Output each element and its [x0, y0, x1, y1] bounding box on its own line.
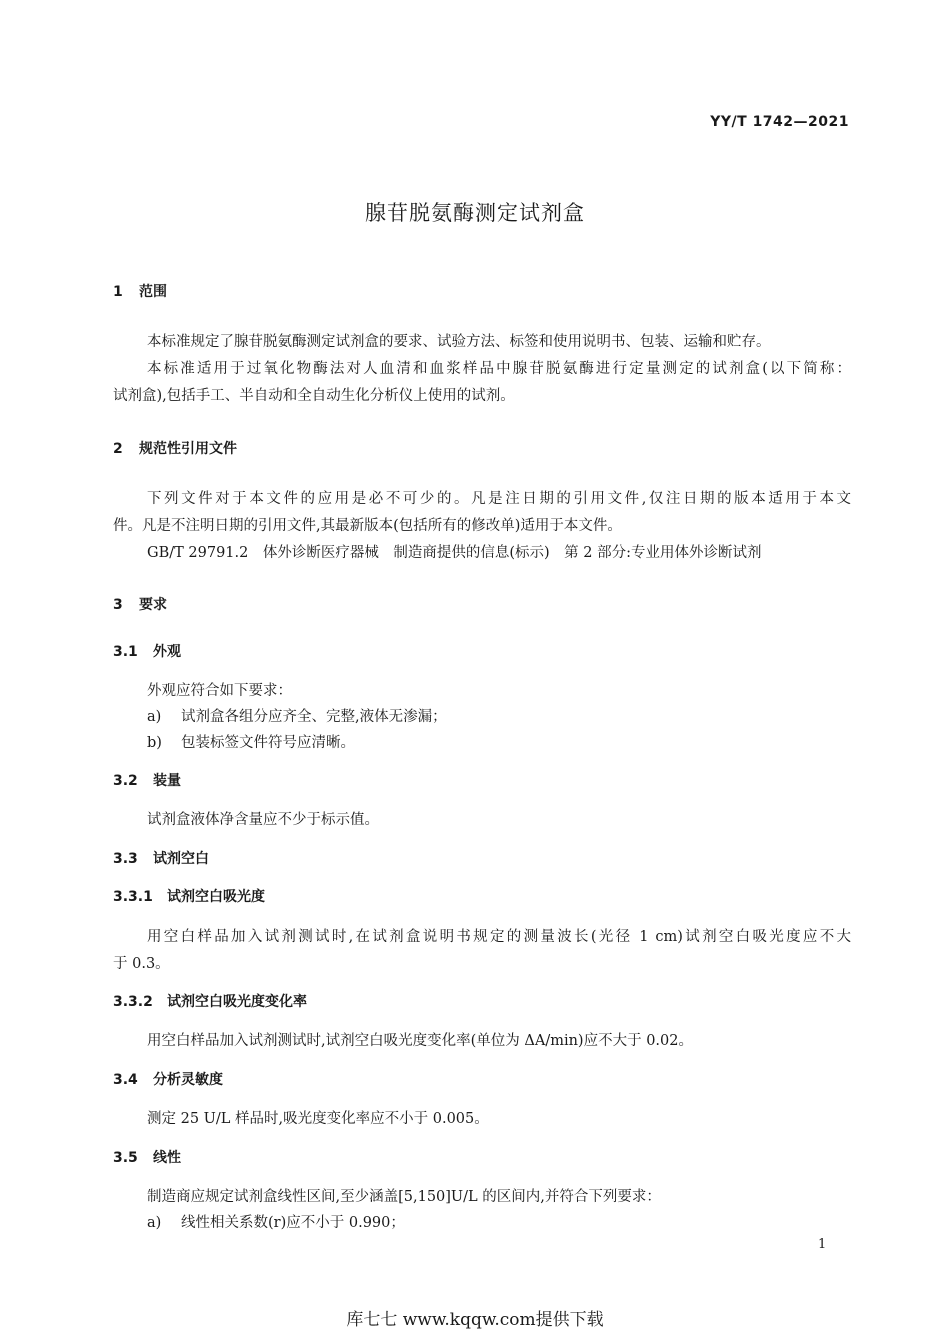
section-3-3-heading [113, 848, 209, 868]
section-3-3-1-heading [113, 886, 265, 906]
paragraph: 本标准规定了腺苷脱氨酶测定试剂盒的要求、试验方法、标签和使用说明书、包装、运输和贮存。 [147, 334, 771, 350]
section-title: 试剂空白 [153, 851, 209, 867]
list-marker: b) [147, 735, 162, 751]
section-number: 3.4 [113, 1072, 138, 1088]
section-title: 装量 [153, 773, 181, 789]
paragraph-line: 件。凡是不注明日期的引用文件,其最新版本(包括所有的修改单)适用于本文件。 [113, 518, 622, 534]
section-2-heading [113, 438, 237, 458]
list-marker: a) [147, 1215, 162, 1231]
list-marker: a) [147, 709, 162, 725]
list-item [147, 705, 887, 726]
section-title: 范围 [139, 284, 167, 300]
paragraph-line: 本标准适用于过氧化物酶法对人血清和血浆样品中腺苷脱氨酶进行定量测定的试剂盒(以下简称： [147, 361, 851, 377]
section-title: 规范性引用文件 [139, 441, 237, 457]
section-number: 3.5 [113, 1150, 138, 1166]
section-1-heading [113, 281, 167, 301]
paragraph: 测定 25 U/L 样品时,吸光度变化率应不小于 0.005。 [147, 1111, 489, 1127]
section-number: 3.3.2 [113, 994, 153, 1010]
paragraph-line: 用空白样品加入试剂测试时,在试剂盒说明书规定的测量波长(光径 1 cm)试剂空白吸光度应不大 [147, 929, 851, 945]
list-item-text: 线性相关系数(r)应不小于 0.990； [181, 1215, 405, 1231]
normative-reference: GB/T 29791.2 体外诊断医疗器械 制造商提供的信息(标示) 第 2 部分:专业用体外诊断试剂 [147, 545, 762, 561]
paragraph: 外观应符合如下要求： [147, 683, 292, 699]
section-number: 3.3 [113, 851, 138, 867]
section-number: 1 [113, 284, 123, 300]
section-title: 要求 [139, 597, 167, 613]
page-number: 1 [818, 1237, 827, 1252]
section-number: 2 [113, 441, 123, 457]
paragraph-line: 试剂盒),包括手工、半自动和全自动生化分析仪上使用的试剂。 [113, 388, 515, 404]
list-item [147, 731, 887, 752]
section-number: 3.1 [113, 644, 138, 660]
paragraph: 试剂盒液体净含量应不少于标示值。 [147, 812, 379, 828]
list-item-text: 包装标签文件符号应清晰。 [181, 735, 355, 751]
section-number: 3 [113, 597, 123, 613]
paragraph-line: 下列文件对于本文件的应用是必不可少的。凡是注日期的引用文件,仅注日期的版本适用于本文 [147, 491, 851, 507]
section-3-2-heading [113, 770, 181, 790]
section-title: 外观 [153, 644, 181, 660]
paragraph: 用空白样品加入试剂测试时,试剂空白吸光度变化率(单位为 ΔA/min)应不大于 0.02。 [147, 1033, 693, 1049]
section-title: 试剂空白吸光度变化率 [167, 994, 307, 1010]
list-item [147, 1211, 887, 1232]
section-3-4-heading [113, 1069, 223, 1089]
section-3-5-heading [113, 1147, 181, 1167]
section-number: 3.3.1 [113, 889, 153, 905]
document-title: 腺苷脱氨酶测定试剂盒 [365, 201, 585, 225]
section-3-1-heading [113, 641, 181, 661]
section-number: 3.2 [113, 773, 138, 789]
section-title: 分析灵敏度 [153, 1072, 223, 1088]
paragraph-line: 于 0.3。 [113, 956, 170, 972]
download-footer: 库七七 www.kqqw.com提供下载 [346, 1310, 604, 1330]
section-3-3-2-heading [113, 991, 307, 1011]
section-title: 试剂空白吸光度 [167, 889, 265, 905]
section-3-heading [113, 594, 167, 614]
list-item-text: 试剂盒各组分应齐全、完整,液体无渗漏； [181, 709, 447, 725]
standard-code: YY/T 1742—2021 [710, 114, 849, 130]
paragraph: 制造商应规定试剂盒线性区间,至少涵盖[5,150]U/L 的区间内,并符合下列要求： [147, 1189, 661, 1205]
section-title: 线性 [153, 1150, 181, 1166]
